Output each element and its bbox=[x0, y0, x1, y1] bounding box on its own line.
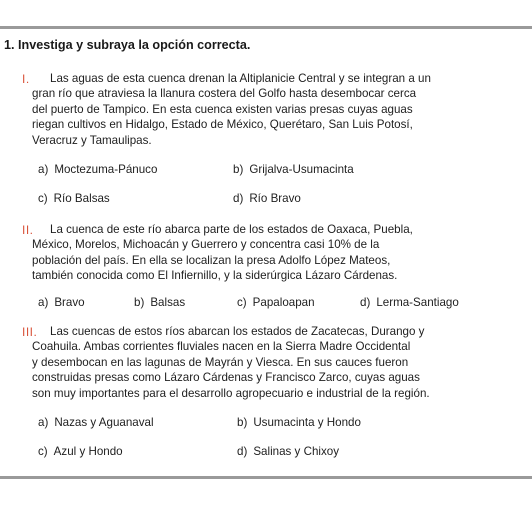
question-1-line: gran río que atraviesa la llanura costera del Golfo hasta desembocar cerca bbox=[32, 87, 417, 101]
question-2-text bbox=[32, 222, 526, 284]
question-1-line: Veracruz y Tamaulipas. bbox=[32, 133, 152, 147]
exercise-title: 1. Investiga y subraya la opción correcta. bbox=[4, 38, 251, 52]
question-3-option-c[interactable]: c) Azul y Hondo bbox=[38, 445, 123, 458]
question-2-line: La cuenca de este río abarca parte de los estados de Oaxaca, Puebla, bbox=[50, 223, 413, 236]
question-3-option-a[interactable]: a) Nazas y Aguanaval bbox=[38, 416, 154, 429]
question-1-option-a[interactable]: a) Moctezuma-Pánuco bbox=[38, 163, 158, 176]
question-2-line: también conocida como El Infiernillo, y la siderúrgica Lázaro Cárdenas. bbox=[32, 269, 398, 283]
question-3-numeral: III. bbox=[22, 325, 38, 339]
question-2-line: población del país. En ella se localizan la presa Adolfo López Mateos, bbox=[32, 253, 391, 267]
question-3-line: y desembocan en las lagunas de Mayrán y Viesca. En sus cauces fueron bbox=[32, 355, 409, 369]
question-3-text bbox=[32, 324, 526, 401]
bottom-divider bbox=[0, 476, 532, 479]
question-2-option-b[interactable]: b) Balsas bbox=[134, 296, 186, 309]
question-2-numeral: II. bbox=[22, 223, 34, 237]
question-2-option-d[interactable]: d) Lerma-Santiago bbox=[360, 296, 459, 309]
question-3-line: Las cuencas de estos ríos abarcan los estados de Zacatecas, Durango y bbox=[50, 325, 425, 338]
question-1-text bbox=[32, 71, 526, 148]
question-3-option-b[interactable]: b) Usumacinta y Hondo bbox=[237, 416, 361, 429]
question-3-option-d[interactable]: d) Salinas y Chixoy bbox=[237, 445, 340, 458]
question-2-option-c[interactable]: c) Papaloapan bbox=[237, 296, 315, 309]
question-1-numeral: I. bbox=[22, 72, 30, 86]
question-3-line: Coahuila. Ambas corrientes fluviales nacen en la Sierra Madre Occidental bbox=[32, 340, 411, 354]
question-1-option-c[interactable]: c) Río Balsas bbox=[38, 192, 110, 205]
top-divider bbox=[0, 26, 532, 29]
question-1-line: Las aguas de esta cuenca drenan la Altiplanicie Central y se integran a un bbox=[50, 72, 431, 85]
question-1-option-d[interactable]: d) Río Bravo bbox=[233, 192, 301, 205]
question-3-line: construidas presas como Lázaro Cárdenas y Francisco Zarco, cuyas aguas bbox=[32, 371, 420, 385]
question-3-line: son muy importantes para el desarrollo agropecuario e industrial de la región. bbox=[32, 386, 430, 400]
question-1-option-b[interactable]: b) Grijalva-Usumacinta bbox=[233, 163, 354, 176]
question-1-line: del puerto de Tampico. En esta cuenca existen varias presas cuyas aguas bbox=[32, 102, 413, 116]
question-2-line: México, Morelos, Michoacán y Guerrero y concentra casi 10% de la bbox=[32, 238, 380, 252]
question-1-line: riegan cultivos en Hidalgo, Estado de México, Querétaro, San Luis Potosí, bbox=[32, 118, 413, 132]
question-2-option-a[interactable]: a) Bravo bbox=[38, 296, 85, 309]
